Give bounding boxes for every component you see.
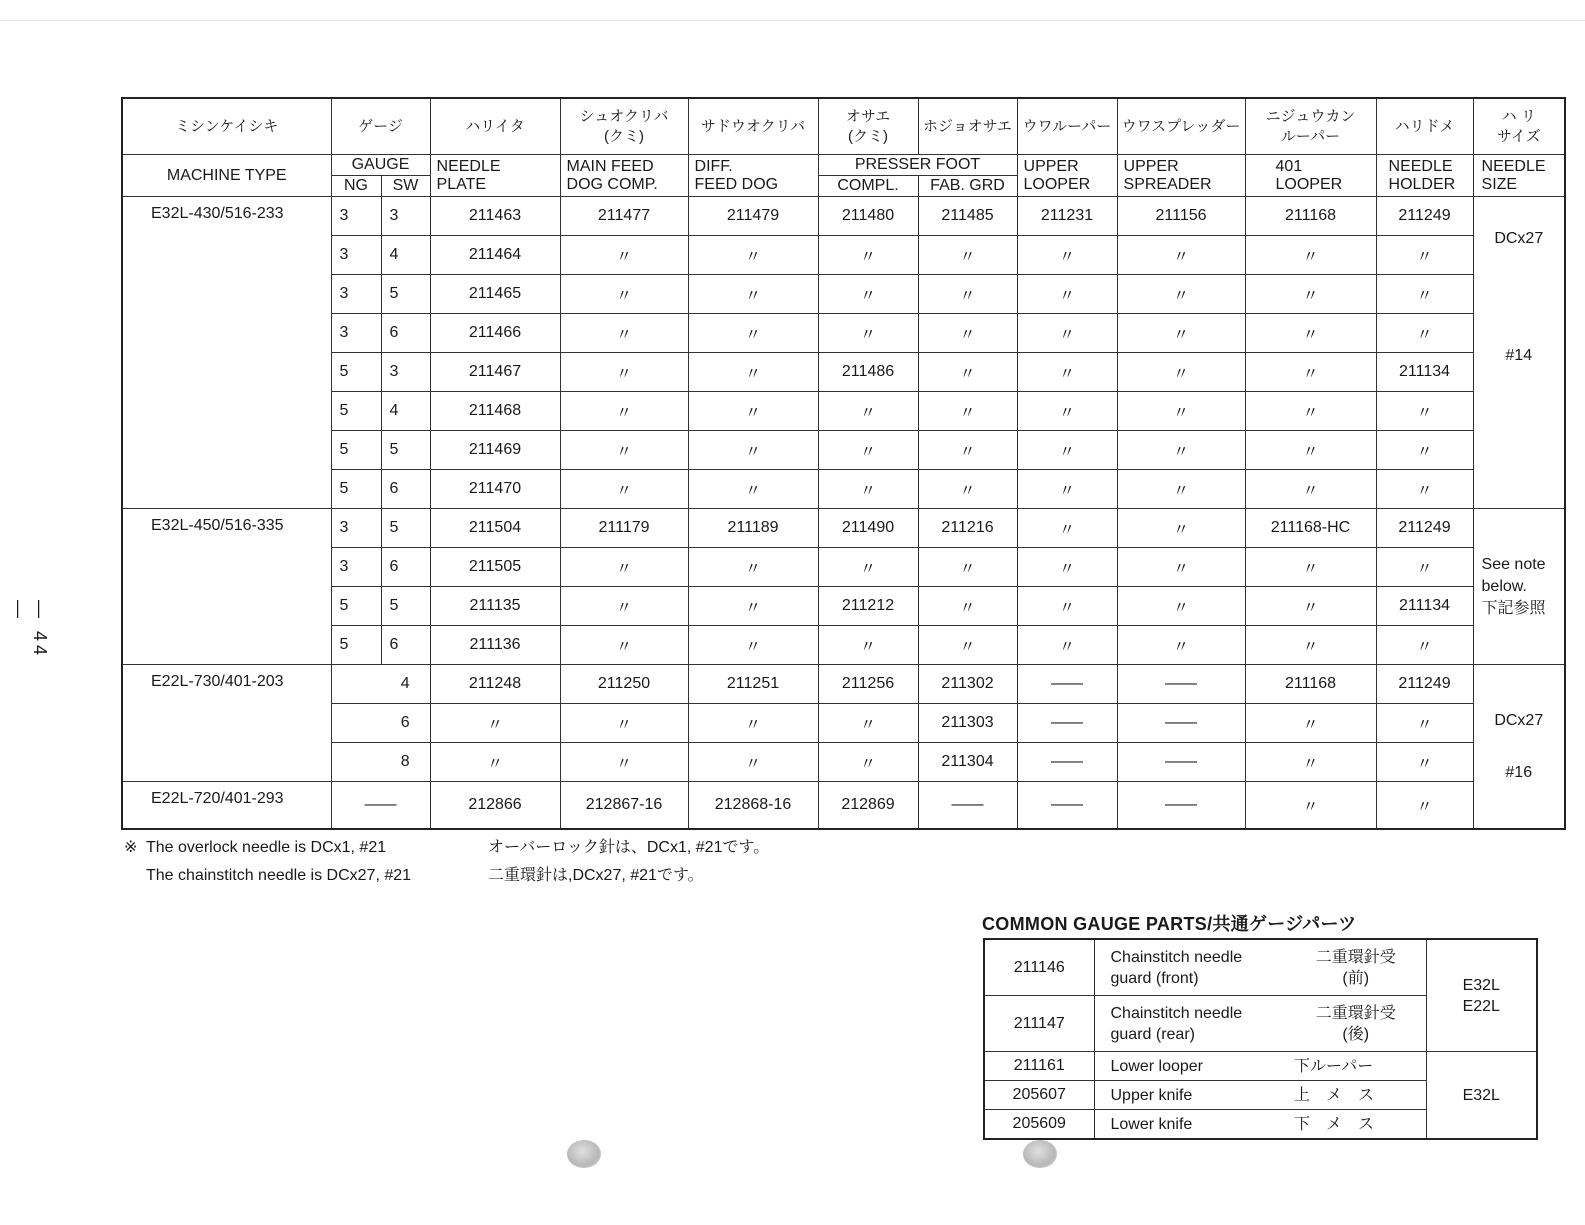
note-mark: ※: [124, 839, 138, 856]
common-part-desc: Chainstitch needle guard (front): [1094, 939, 1286, 996]
needle-holder-cell: 〃: [1376, 431, 1473, 470]
needle-holder-cell: 〃: [1376, 626, 1473, 665]
needle-holder-cell: 211249: [1376, 665, 1473, 704]
main-feed-cell: 211250: [560, 665, 688, 704]
fab-grd-cell: 211485: [918, 197, 1017, 236]
fab-grd-cell: 〃: [918, 236, 1017, 275]
upper-looper-cell: 〃: [1017, 353, 1117, 392]
upper-looper-cell: 〃: [1017, 548, 1117, 587]
ng-cell: 5: [331, 431, 381, 470]
ng-cell: [331, 704, 381, 743]
sw-cell: 4: [381, 236, 430, 275]
ng-cell: [331, 743, 381, 782]
diff-feed-cell: 〃: [688, 314, 818, 353]
needle-holder-cell: 〃: [1376, 782, 1473, 830]
fab-grd-cell: 〃: [918, 548, 1017, 587]
fab-grd-cell: 〃: [918, 470, 1017, 509]
header-compl: COMPL.: [818, 176, 918, 197]
looper-401-cell: 〃: [1245, 626, 1376, 665]
fab-grd-cell: 211302: [918, 665, 1017, 704]
fab-grd-cell: 211303: [918, 704, 1017, 743]
presser-compl-cell: 〃: [818, 470, 918, 509]
ng-cell: 5: [331, 392, 381, 431]
table-row: [122, 782, 1565, 830]
ng-cell: 3: [331, 197, 381, 236]
main-feed-cell: 212867-16: [560, 782, 688, 830]
machine-type-cell: E22L-720/401-293: [122, 782, 331, 830]
upper-looper-cell: ——: [1017, 665, 1117, 704]
fab-grd-cell: 〃: [918, 353, 1017, 392]
main-feed-cell: 〃: [560, 626, 688, 665]
sw-cell: 5: [381, 587, 430, 626]
looper-401-cell: 〃: [1245, 548, 1376, 587]
needle-holder-cell: 〃: [1376, 548, 1473, 587]
upper-spreader-cell: 〃: [1117, 509, 1245, 548]
sw-cell: 3: [381, 197, 430, 236]
sw-cell: 8: [381, 743, 430, 782]
upper-looper-cell: 〃: [1017, 275, 1117, 314]
sw-cell: 4: [381, 392, 430, 431]
common-applies-e32l-e22l: E32L E22L: [1426, 939, 1537, 1052]
table-row: [122, 197, 1565, 236]
common-part-desc: Upper knife: [1094, 1081, 1286, 1110]
sw-cell: 5: [381, 275, 430, 314]
header-main-feed: MAIN FEED DOG COMP.: [560, 155, 688, 197]
upper-spreader-cell: 〃: [1117, 470, 1245, 509]
needle-holder-cell: 211249: [1376, 509, 1473, 548]
header-diff-feed: DIFF. FEED DOG: [688, 155, 818, 197]
diff-feed-cell: 〃: [688, 275, 818, 314]
common-part-number: 211146: [984, 939, 1094, 996]
note-overlock-en: The overlock needle is DCx1, #21: [146, 839, 387, 856]
page-number: — 44 —: [9, 600, 50, 660]
looper-401-cell: 〃: [1245, 275, 1376, 314]
sw-cell: 6: [381, 314, 430, 353]
main-feed-cell: 211477: [560, 197, 688, 236]
common-parts-table: [983, 938, 1538, 1140]
gauge-parts-table: [121, 97, 1566, 830]
needle-plate-cell: 211465: [430, 275, 560, 314]
header-row-kana: [122, 98, 1565, 155]
table-row: [122, 275, 1565, 314]
header-diff-feed-kana: サドウオクリバ: [688, 98, 818, 155]
upper-spreader-cell: 〃: [1117, 587, 1245, 626]
upper-looper-cell: 〃: [1017, 509, 1117, 548]
sw-cell: 5: [381, 431, 430, 470]
header-machine-type-kana: ミシンケイシキ: [122, 98, 331, 155]
upper-spreader-cell: ——: [1117, 743, 1245, 782]
table-row: [122, 587, 1565, 626]
upper-looper-cell: 211231: [1017, 197, 1117, 236]
needle-plate-cell: 〃: [430, 704, 560, 743]
needle-plate-cell: 211466: [430, 314, 560, 353]
ng-cell: [331, 665, 381, 704]
diff-feed-cell: 212868-16: [688, 782, 818, 830]
needle-holder-cell: 211249: [1376, 197, 1473, 236]
header-upper-looper-kana: ウワルーパー: [1017, 98, 1117, 155]
note-chainstitch-en: The chainstitch needle is DCx27, #21: [146, 867, 412, 884]
needle-holder-cell: 211134: [1376, 353, 1473, 392]
main-feed-cell: 〃: [560, 275, 688, 314]
needle-size-cell: DCx27 #14: [1473, 197, 1565, 509]
ng-cell: 3: [331, 236, 381, 275]
fab-grd-cell: 211304: [918, 743, 1017, 782]
common-part-jp: 二重環針受 (後): [1286, 996, 1426, 1052]
upper-spreader-cell: 211156: [1117, 197, 1245, 236]
common-part-desc: Lower looper: [1094, 1052, 1286, 1081]
table-row: [122, 470, 1565, 509]
upper-looper-cell: ——: [1017, 782, 1117, 830]
table-row: [122, 353, 1565, 392]
header-gauge: GAUGE: [331, 155, 430, 176]
looper-401-cell: 〃: [1245, 470, 1376, 509]
needle-plate-cell: 211504: [430, 509, 560, 548]
binding-hole-mark-left: [567, 1140, 601, 1168]
fab-grd-cell: 211216: [918, 509, 1017, 548]
main-feed-cell: 〃: [560, 470, 688, 509]
presser-compl-cell: 〃: [818, 743, 918, 782]
common-part-desc: Chainstitch needle guard (rear): [1094, 996, 1286, 1052]
header-row-english-1: [122, 155, 1565, 176]
common-part-number: 205609: [984, 1110, 1094, 1140]
presser-compl-cell: 211486: [818, 353, 918, 392]
header-machine-type: MACHINE TYPE: [122, 155, 331, 197]
table-row: [122, 743, 1565, 782]
machine-type-cell: E22L-730/401-203: [122, 665, 331, 782]
common-part-desc: Lower knife: [1094, 1110, 1286, 1140]
upper-spreader-cell: 〃: [1117, 275, 1245, 314]
header-needle-plate-kana: ハリイタ: [430, 98, 560, 155]
ng-cell: 3: [331, 509, 381, 548]
looper-401-cell: 211168: [1245, 665, 1376, 704]
sw-cell: 3: [381, 353, 430, 392]
presser-compl-cell: 〃: [818, 314, 918, 353]
needle-holder-cell: 〃: [1376, 314, 1473, 353]
diff-feed-cell: 〃: [688, 626, 818, 665]
common-part-jp: 下ルーパー: [1286, 1052, 1426, 1081]
common-applies-e32l: E32L: [1426, 1052, 1537, 1140]
needle-plate-cell: 211464: [430, 236, 560, 275]
header-needle-size: NEEDLE SIZE: [1473, 155, 1565, 197]
header-401-looper: 401 LOOPER: [1245, 155, 1376, 197]
upper-spreader-cell: ——: [1117, 782, 1245, 830]
presser-compl-cell: 〃: [818, 236, 918, 275]
looper-401-cell: 〃: [1245, 392, 1376, 431]
looper-401-cell: 〃: [1245, 314, 1376, 353]
needle-plate-cell: 211135: [430, 587, 560, 626]
header-gauge-kana: ゲージ: [331, 98, 430, 155]
header-needle-size-kana: ハ リ サイズ: [1473, 98, 1565, 155]
header-needle-holder: NEEDLE HOLDER: [1376, 155, 1473, 197]
presser-compl-cell: 211480: [818, 197, 918, 236]
ng-cell: 3: [331, 275, 381, 314]
header-fab-grd: FAB. GRD: [918, 176, 1017, 197]
needle-plate-cell: 211136: [430, 626, 560, 665]
header-needle-holder-kana: ハリドメ: [1376, 98, 1473, 155]
needle-plate-cell: 211248: [430, 665, 560, 704]
upper-looper-cell: 〃: [1017, 470, 1117, 509]
presser-compl-cell: 〃: [818, 704, 918, 743]
diff-feed-cell: 〃: [688, 743, 818, 782]
table-row: [122, 665, 1565, 704]
needle-plate-cell: 211463: [430, 197, 560, 236]
main-feed-cell: 〃: [560, 353, 688, 392]
machine-type-cell: E32L-450/516-335: [122, 509, 331, 665]
ng-cell: 3: [331, 314, 381, 353]
header-presser-foot: PRESSER FOOT: [818, 155, 1017, 176]
fab-grd-cell: ——: [918, 782, 1017, 830]
sw-cell: 6: [381, 548, 430, 587]
common-part-number: 211147: [984, 996, 1094, 1052]
looper-401-cell: 〃: [1245, 782, 1376, 830]
main-feed-cell: 〃: [560, 236, 688, 275]
binding-hole-mark-right: [1023, 1140, 1057, 1168]
upper-looper-cell: 〃: [1017, 236, 1117, 275]
upper-looper-cell: 〃: [1017, 392, 1117, 431]
diff-feed-cell: 〃: [688, 704, 818, 743]
diff-feed-cell: 〃: [688, 431, 818, 470]
presser-compl-cell: 〃: [818, 431, 918, 470]
table-row: [122, 314, 1565, 353]
sw-cell: 4: [381, 665, 430, 704]
common-part-jp: 上 メ ス: [1286, 1081, 1426, 1110]
diff-feed-cell: 〃: [688, 392, 818, 431]
needle-holder-cell: 〃: [1376, 236, 1473, 275]
fab-grd-cell: 〃: [918, 392, 1017, 431]
common-parts-title: COMMON GAUGE PARTS/共通ゲージパーツ: [982, 914, 1357, 934]
table-row: [122, 548, 1565, 587]
needle-plate-cell: 212866: [430, 782, 560, 830]
upper-spreader-cell: 〃: [1117, 626, 1245, 665]
diff-feed-cell: 211189: [688, 509, 818, 548]
needle-plate-cell: 〃: [430, 743, 560, 782]
scan-artifact-line: [0, 20, 1585, 21]
header-sw: SW: [381, 176, 430, 197]
table-row: [122, 236, 1565, 275]
common-part-number: 205607: [984, 1081, 1094, 1110]
upper-spreader-cell: 〃: [1117, 548, 1245, 587]
needle-holder-cell: 〃: [1376, 704, 1473, 743]
upper-spreader-cell: 〃: [1117, 353, 1245, 392]
presser-compl-cell: 〃: [818, 275, 918, 314]
looper-401-cell: 〃: [1245, 704, 1376, 743]
upper-looper-cell: ——: [1017, 704, 1117, 743]
header-upper-spreader: UPPER SPREADER: [1117, 155, 1245, 197]
header-presser-compl-kana: オサエ (クミ): [818, 98, 918, 155]
sw-cell: 6: [381, 704, 430, 743]
upper-looper-cell: 〃: [1017, 314, 1117, 353]
table-row: [122, 392, 1565, 431]
needle-plate-cell: 211469: [430, 431, 560, 470]
looper-401-cell: 211168: [1245, 197, 1376, 236]
fab-grd-cell: 〃: [918, 275, 1017, 314]
note-chainstitch-ja: 二重環針は,DCx27, #21です。: [488, 867, 704, 884]
upper-looper-cell: 〃: [1017, 626, 1117, 665]
presser-compl-cell: 〃: [818, 548, 918, 587]
diff-feed-cell: 211479: [688, 197, 818, 236]
needle-size-cell: See note below. 下記参照: [1473, 509, 1565, 665]
table-row: [122, 626, 1565, 665]
common-part-jp: 下 メ ス: [1286, 1110, 1426, 1140]
needle-plate-cell: 211505: [430, 548, 560, 587]
fab-grd-cell: 〃: [918, 314, 1017, 353]
header-upper-looper: UPPER LOOPER: [1017, 155, 1117, 197]
main-feed-cell: 〃: [560, 704, 688, 743]
sw-cell: 5: [381, 509, 430, 548]
diff-feed-cell: 〃: [688, 470, 818, 509]
common-row: [984, 939, 1537, 996]
needle-plate-cell: 211468: [430, 392, 560, 431]
fab-grd-cell: 〃: [918, 626, 1017, 665]
ng-cell: 5: [331, 626, 381, 665]
presser-compl-cell: 211212: [818, 587, 918, 626]
main-feed-cell: 〃: [560, 743, 688, 782]
looper-401-cell: 〃: [1245, 236, 1376, 275]
parts-table-body: [122, 197, 1565, 830]
common-part-jp: 二重環針受 (前): [1286, 939, 1426, 996]
presser-compl-cell: 212869: [818, 782, 918, 830]
table-row: [122, 509, 1565, 548]
diff-feed-cell: 〃: [688, 548, 818, 587]
header-401-looper-kana: ニジュウカン ルーパー: [1245, 98, 1376, 155]
presser-compl-cell: 〃: [818, 392, 918, 431]
sw-cell: 6: [381, 470, 430, 509]
header-fab-grd-kana: ホジョオサエ: [918, 98, 1017, 155]
looper-401-cell: 211168-HC: [1245, 509, 1376, 548]
presser-compl-cell: 211256: [818, 665, 918, 704]
diff-feed-cell: 211251: [688, 665, 818, 704]
ng-cell: 5: [331, 353, 381, 392]
looper-401-cell: 〃: [1245, 431, 1376, 470]
upper-looper-cell: 〃: [1017, 431, 1117, 470]
header-main-feed-kana: シュオクリバ (クミ): [560, 98, 688, 155]
common-row: [984, 1052, 1537, 1081]
upper-spreader-cell: 〃: [1117, 236, 1245, 275]
upper-spreader-cell: 〃: [1117, 314, 1245, 353]
diff-feed-cell: 〃: [688, 587, 818, 626]
upper-spreader-cell: 〃: [1117, 431, 1245, 470]
needle-plate-cell: 211467: [430, 353, 560, 392]
machine-type-cell: E32L-430/516-233: [122, 197, 331, 509]
diff-feed-cell: 〃: [688, 353, 818, 392]
needle-holder-cell: 〃: [1376, 743, 1473, 782]
needle-plate-cell: 211470: [430, 470, 560, 509]
main-feed-cell: 〃: [560, 587, 688, 626]
main-feed-cell: 〃: [560, 548, 688, 587]
table-row: [122, 431, 1565, 470]
main-feed-cell: 〃: [560, 314, 688, 353]
header-ng: NG: [331, 176, 381, 197]
upper-looper-cell: ——: [1017, 743, 1117, 782]
table-row: [122, 704, 1565, 743]
looper-401-cell: 〃: [1245, 743, 1376, 782]
needle-holder-cell: 〃: [1376, 275, 1473, 314]
sw-cell: 6: [381, 626, 430, 665]
main-feed-cell: 〃: [560, 431, 688, 470]
ng-cell: ——: [331, 782, 430, 830]
main-feed-cell: 〃: [560, 392, 688, 431]
presser-compl-cell: 211490: [818, 509, 918, 548]
diff-feed-cell: 〃: [688, 236, 818, 275]
upper-spreader-cell: ——: [1117, 704, 1245, 743]
upper-looper-cell: 〃: [1017, 587, 1117, 626]
fab-grd-cell: 〃: [918, 587, 1017, 626]
upper-spreader-cell: 〃: [1117, 392, 1245, 431]
ng-cell: 5: [331, 587, 381, 626]
common-part-number: 211161: [984, 1052, 1094, 1081]
main-feed-cell: 211179: [560, 509, 688, 548]
looper-401-cell: 〃: [1245, 353, 1376, 392]
needle-holder-cell: 211134: [1376, 587, 1473, 626]
needle-size-cell: DCx27 #16: [1473, 665, 1565, 830]
fab-grd-cell: 〃: [918, 431, 1017, 470]
header-needle-plate: NEEDLE PLATE: [430, 155, 560, 197]
note-overlock-ja: オーバーロック針は、DCx1, #21です。: [488, 839, 770, 856]
upper-spreader-cell: ——: [1117, 665, 1245, 704]
ng-cell: 3: [331, 548, 381, 587]
ng-cell: 5: [331, 470, 381, 509]
needle-holder-cell: 〃: [1376, 392, 1473, 431]
looper-401-cell: 〃: [1245, 587, 1376, 626]
presser-compl-cell: 〃: [818, 626, 918, 665]
header-upper-spreader-kana: ウワスプレッダー: [1117, 98, 1245, 155]
needle-holder-cell: 〃: [1376, 470, 1473, 509]
